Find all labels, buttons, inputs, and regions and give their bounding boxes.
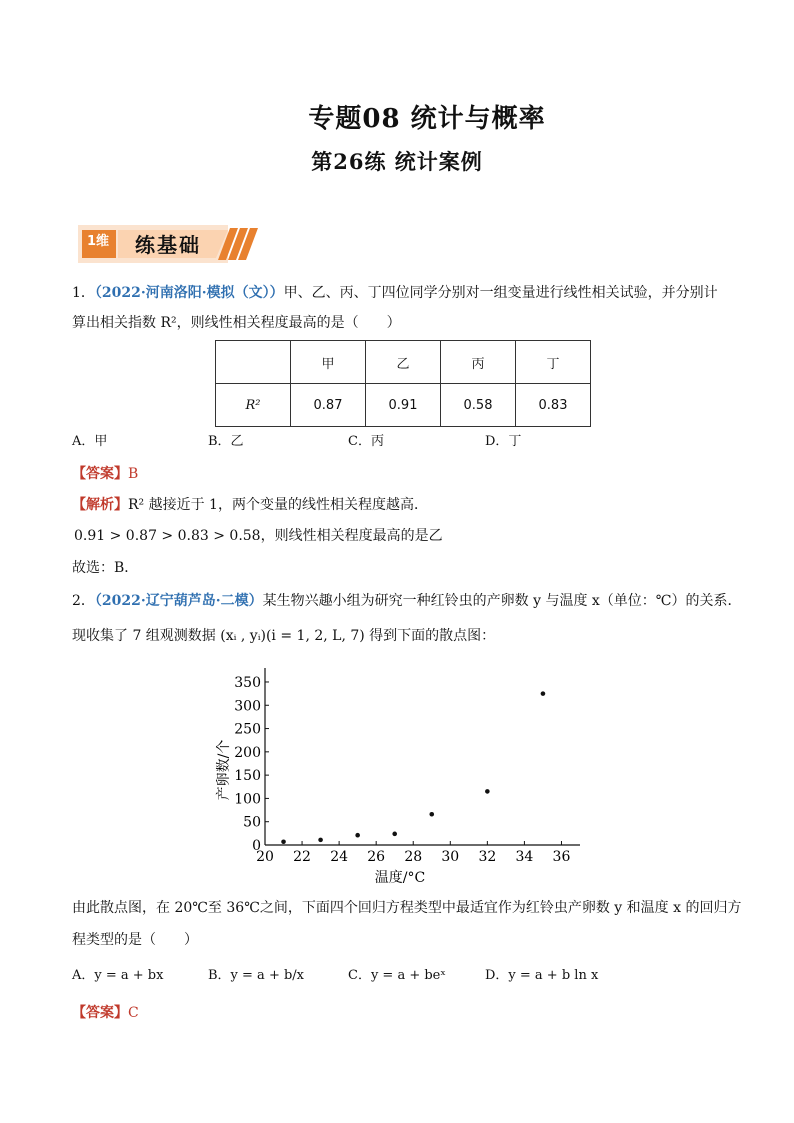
q2-after-line2: 程类型的是（ ） [72,932,198,948]
q2-source: （2022·辽宁葫芦岛·二模） [94,593,263,609]
y-tick-label: 300 [234,698,261,715]
y-tick-label: 0 [252,838,261,854]
answer-value: C [128,1005,139,1021]
answer-tag: 【答案】 [72,1005,128,1021]
q1-analysis [72,495,428,515]
q1-number: 1． [72,285,95,301]
y-tick-label: 200 [234,744,261,761]
x-tick-label: 30 [441,849,460,865]
x-tick-label: 36 [552,849,571,865]
chart-ticks [234,675,570,865]
q2-after-line1: 由此散点图，在 20℃至 36℃之间，下面四个回归方程类型中最适宜作为红铃虫产卵数 y 和温度 x 的回归方 [72,900,742,916]
data-point [541,691,546,696]
q1-option-c: C．丙 [348,434,384,449]
table-cell: 0.91 [366,384,441,427]
data-point [355,833,360,838]
table-header-ding: 丁 [516,341,591,384]
table-cell [216,341,291,384]
x-tick-label: 22 [293,849,311,865]
data-point [281,839,286,844]
chart-axes [265,668,580,845]
document-subtitle: 第26练 统计案例 [311,149,483,174]
q2-option-b: B．y = a + b/x [208,968,304,983]
table-header-yi: 乙 [366,341,441,384]
q1-line1 [72,283,718,303]
q2-answer [72,1003,139,1023]
q1-analysis-line2: 0.91 > 0.87 > 0.83 > 0.58，则线性相关程度最高的是乙 [74,528,443,544]
y-tick-label: 100 [234,791,261,808]
data-point [318,838,323,843]
x-tick-label: 24 [330,849,349,865]
q1-conclusion: 故选：B． [72,560,139,576]
table-header-bing: 丙 [441,341,516,384]
table-row [216,341,591,384]
answer-value: B [128,466,139,482]
y-tick-label: 150 [234,768,261,785]
data-point [429,812,434,817]
analysis-text: R² 越接近于 1，两个变量的线性相关程度越高． [128,497,428,513]
document-title: 专题08 统计与概率 [308,104,546,134]
q1-source: （2022·河南洛阳·模拟（文）） [94,285,284,301]
table-cell: 0.83 [516,384,591,427]
chart-points [281,691,545,844]
y-tick-label: 350 [234,674,261,691]
q2-line1 [72,591,741,611]
q1-stem-line2: 算出相关指数 R²，则线性相关程度最高的是（ ） [72,315,401,331]
q2-option-d: D．y = a + b ln x [485,968,599,983]
table-cell: 0.87 [291,384,366,427]
q1-option-a: A．甲 [72,434,108,449]
x-tick-label: 26 [367,849,386,865]
q1-option-d: D．丁 [485,434,522,449]
section-label: 练基础 [135,233,201,257]
analysis-tag: 【解析】 [72,497,128,513]
section-badge: 1维 [86,234,110,249]
q2-number: 2． [72,593,95,609]
table-row-label: R² [216,384,291,427]
q2-stem-line2: 现收集了 7 组观测数据 (xᵢ , yᵢ)(i = 1, 2, L, 7) 得到下面的散点图： [72,628,496,644]
x-tick-label: 34 [515,849,534,865]
x-tick-label: 20 [256,849,274,865]
data-point [392,832,397,837]
y-tick-label: 50 [243,814,261,831]
table-row [216,384,591,427]
x-axis-label: 温度/°C [374,870,426,886]
scatter-plot [210,660,600,890]
q2-stem-line1: 某生物兴趣小组为研究一种红铃虫的产卵数 y 与温度 x（单位：℃）的关系． [262,593,742,609]
y-tick-label: 250 [234,721,261,738]
q1-option-b: B．乙 [208,434,244,449]
table-cell: 0.58 [441,384,516,427]
q2-option-c: C．y = a + beˣ [348,968,446,983]
answer-tag: 【答案】 [72,466,128,482]
table-header-jia: 甲 [291,341,366,384]
q1-stem-line1: 甲、乙、丙、丁四位同学分别对一组变量进行线性相关试验，并分别计 [283,285,718,301]
y-axis-label: 产卵数/个 [216,739,232,801]
data-point [485,789,490,794]
x-tick-label: 28 [404,849,423,865]
q1-answer [72,464,138,484]
q2-option-a: A．y = a + bx [72,968,164,983]
x-tick-label: 32 [478,849,497,865]
r2-table [215,340,591,427]
